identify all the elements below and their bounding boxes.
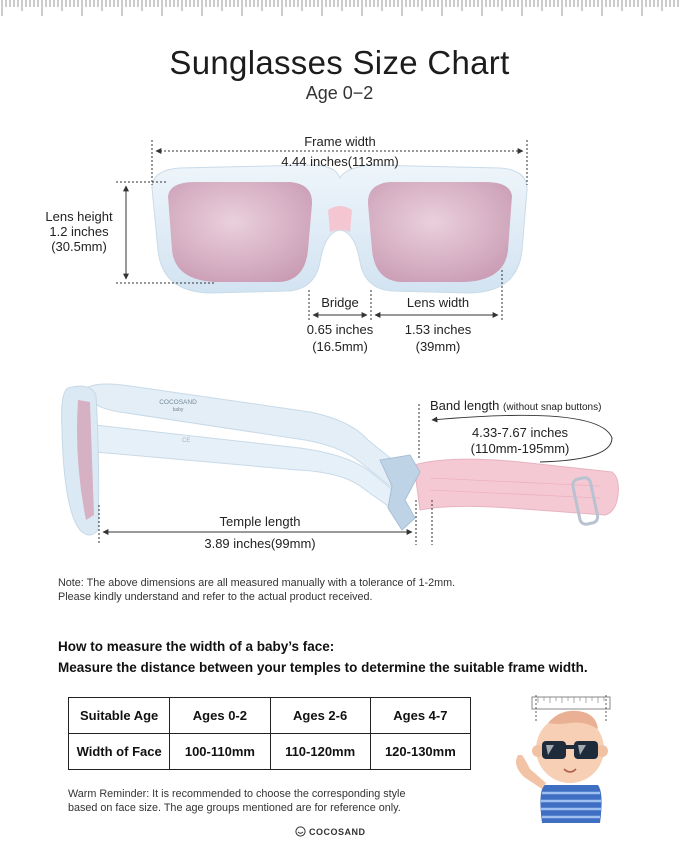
front-glasses [152,165,527,293]
size-table [68,697,471,770]
brand-name: COCOSAND [309,827,366,837]
page-title: Sunglasses Size Chart [169,44,510,81]
table-row [69,734,471,770]
frame-width-label: Frame width [304,134,376,149]
table-cell: Width of Face [69,734,170,770]
band-length-inches: 4.33-7.67 inches [471,425,569,440]
measurement-note [58,576,538,604]
note-line-1: Note: The above dimensions are all measured manually with a tolerance of 1-2mm. [58,577,456,589]
bridge-label: Bridge [321,295,359,310]
howto-line-2: Measure the distance between your temples to determine the suitable frame width. [58,660,588,675]
reminder-line-1: Warm Reminder: It is recommended to choose the corresponding style [68,788,406,800]
lens-height-inches: 1.2 inches [49,224,109,239]
howto-section [58,636,588,678]
arm-brand-text: COCOSAND [159,399,197,406]
table-cell: 120-130mm [370,734,470,770]
band-length-mm: (110mm-195mm) [470,441,570,456]
band-length-label: Band length [430,398,500,413]
table-row [69,698,471,734]
brand-logo-icon [295,826,306,837]
band-length-heading [430,398,601,413]
arm-sub-text: baby [172,407,184,413]
baby-illustration [508,693,618,828]
lens-width-mm: (39mm) [415,339,461,354]
bridge-mm: (16.5mm) [312,339,368,354]
bridge-inches: 0.65 inches [306,322,374,337]
table-cell: Ages 2-6 [270,698,370,734]
table-cell: Ages 4-7 [370,698,470,734]
temple-length-label: Temple length [219,514,301,529]
reminder-line-2: based on face size. The age groups mentioned are for reference only. [68,802,401,814]
lens-width-inches: 1.53 inches [404,322,472,337]
lens-height-mm: (30.5mm) [51,239,107,254]
temple-length-value: 3.89 inches(99mm) [204,536,316,551]
page-subtitle: Age 0−2 [305,83,374,103]
table-cell: 100-110mm [170,734,270,770]
table-cell: Ages 0-2 [170,698,270,734]
howto-line-1: How to measure the width of a baby’s face: [58,639,335,654]
ce-mark-icon: CE [182,438,191,444]
table-cell: Suitable Age [69,698,170,734]
table-cell: 110-120mm [270,734,370,770]
lens-width-label: Lens width [406,295,470,310]
warm-reminder [68,787,468,815]
lens-height-label: Lens height [45,209,113,224]
band-length-note: (without snap buttons) [503,402,602,413]
frame-width-value: 4.44 inches(113mm) [281,154,399,169]
note-line-2: Please kindly understand and refer to the actual product received. [58,591,373,603]
